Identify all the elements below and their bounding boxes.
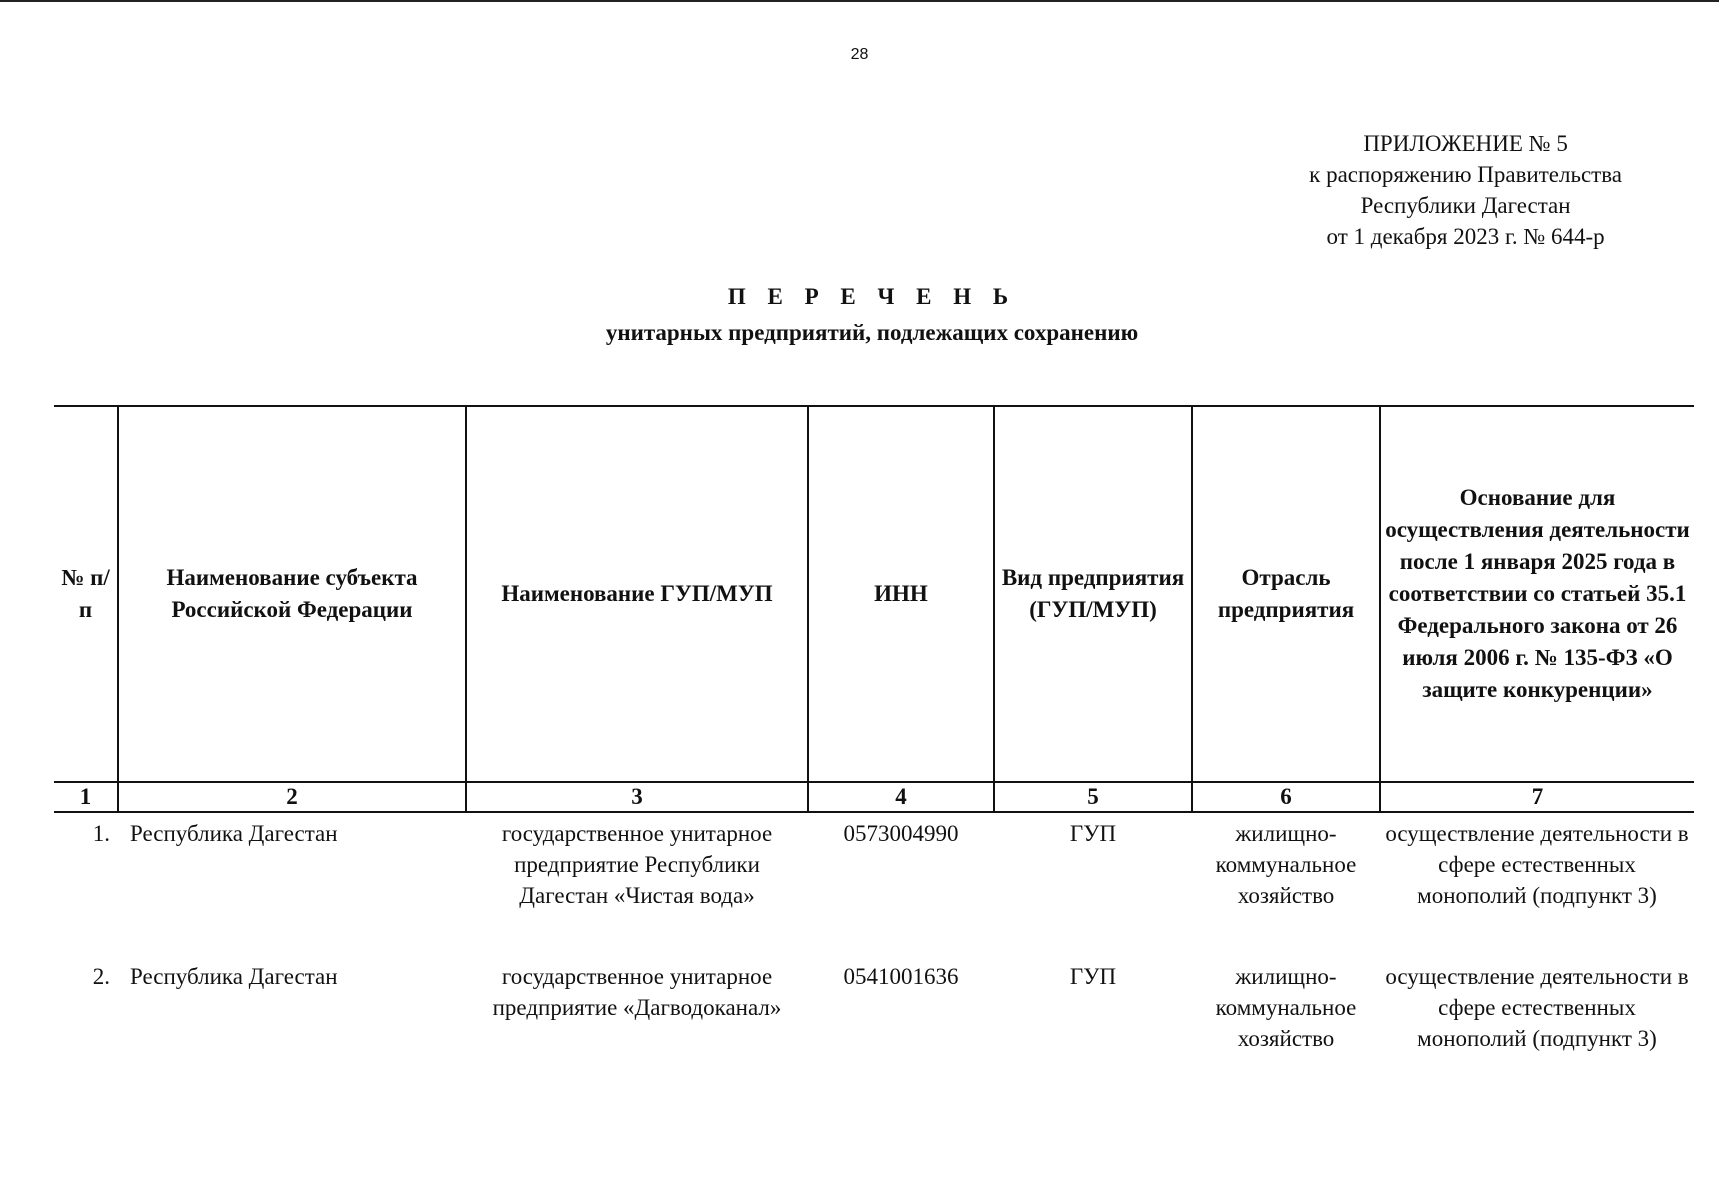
row-inn: 0541001636 [843, 964, 959, 989]
table-row [54, 956, 1694, 1099]
column-number: 5 [994, 782, 1192, 812]
row-basis: осуществление деятельности в сфере естественных монополий (подпункт 3) [1385, 821, 1689, 908]
header-industry: Отрасль предприятия [1192, 406, 1380, 782]
header-enterprise-type: Вид предприятия (ГУП/МУП) [994, 406, 1192, 782]
row-number: 1. [92, 821, 110, 846]
header-subject: Наименование субъекта Российской Федерации [118, 406, 466, 782]
column-number: 2 [118, 782, 466, 812]
document-subtitle: унитарных предприятий, подлежащих сохранению [605, 320, 1139, 345]
row-enterprise-name: государственное унитарное предприятие «Дагводоканал» [492, 964, 782, 1020]
row-enterprise-type: ГУП [1069, 821, 1117, 846]
row-number: 2. [92, 964, 110, 989]
document-title: П Е Р Е Ч Е Н Ь [727, 284, 1017, 309]
row-industry: жилищно-коммунальное хозяйство [1215, 821, 1357, 908]
page-number: 28 [850, 46, 869, 63]
appendix-line-2: к распоряжению Правительства [1309, 162, 1622, 187]
row-industry: жилищно-коммунальное хозяйство [1215, 964, 1357, 1051]
column-number: 6 [1192, 782, 1380, 812]
appendix-block [1309, 128, 1622, 252]
header-number: № п/п [54, 406, 118, 782]
enterprises-table [54, 405, 1694, 1099]
appendix-line-4: от 1 декабря 2023 г. № 644-р [1326, 224, 1605, 249]
header-enterprise-name: Наименование ГУП/МУП [466, 406, 808, 782]
row-basis: осуществление деятельности в сфере естественных монополий (подпункт 3) [1385, 964, 1689, 1051]
row-subject: Республика Дагестан [130, 821, 338, 846]
column-number: 1 [54, 782, 118, 812]
header-basis: Основание для осуществления деятельности после 1 января 2025 года в соответствии со статьей 35.1 Федерального закона от 26 июля 2006 г. № 135-ФЗ «О защите конкуренции» [1380, 406, 1694, 782]
row-subject: Республика Дагестан [130, 964, 338, 989]
column-number-row [54, 782, 1694, 812]
row-inn: 0573004990 [843, 821, 959, 846]
column-number: 7 [1380, 782, 1694, 812]
appendix-line-1: ПРИЛОЖЕНИЕ № 5 [1363, 131, 1568, 156]
column-number: 4 [808, 782, 994, 812]
row-enterprise-name: государственное унитарное предприятие Республики Дагестан «Чистая вода» [501, 821, 773, 908]
table-header-row [54, 406, 1694, 782]
scan-top-edge [0, 0, 1719, 2]
column-number: 3 [466, 782, 808, 812]
table-row [54, 812, 1694, 956]
appendix-line-3: Республики Дагестан [1360, 193, 1571, 218]
row-enterprise-type: ГУП [1069, 964, 1117, 989]
header-inn: ИНН [808, 406, 994, 782]
